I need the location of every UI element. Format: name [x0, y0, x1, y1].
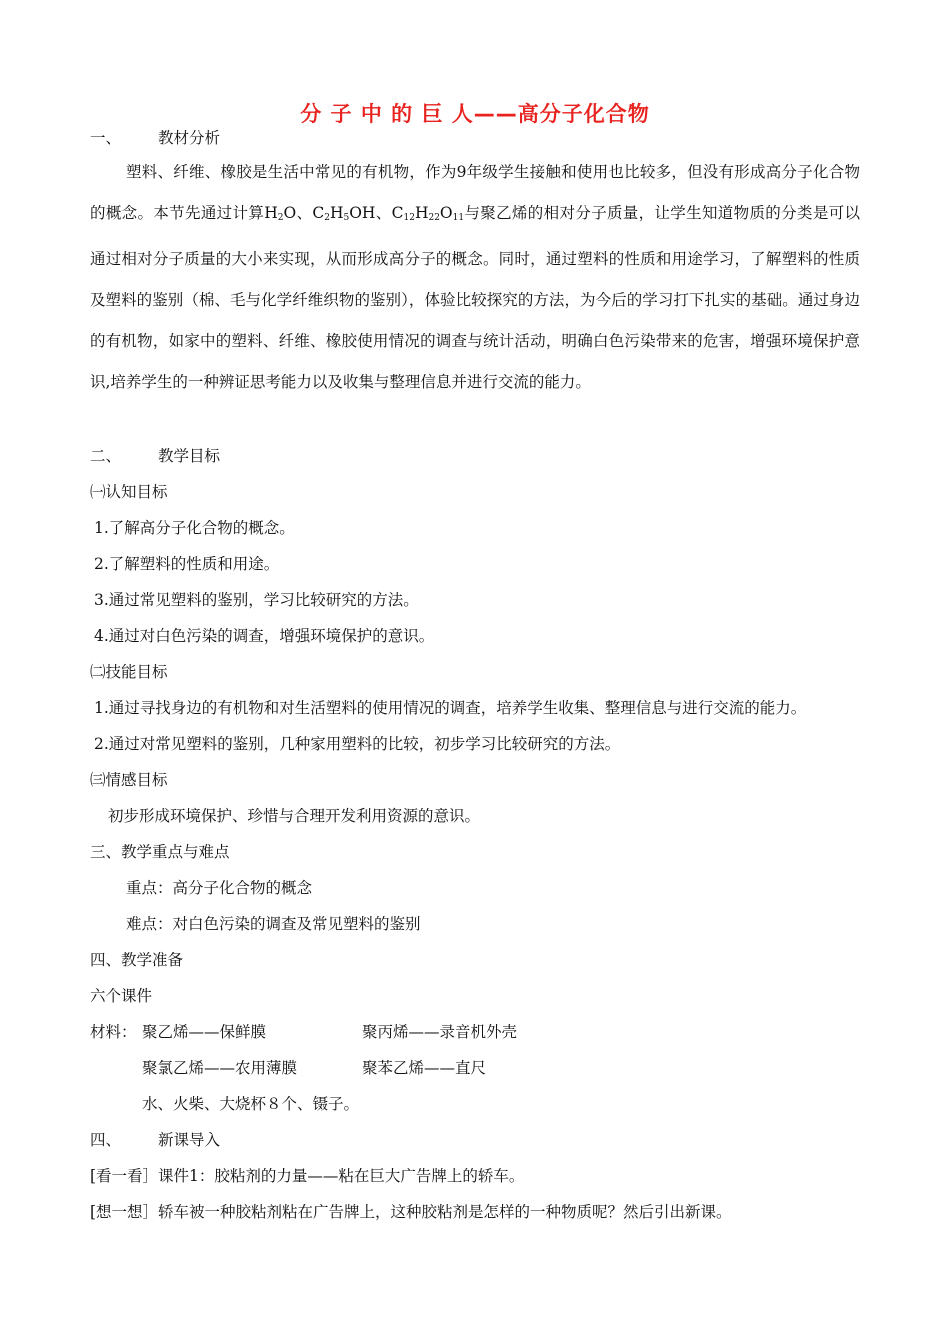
- goal-1-heading: ㈠认知目标: [90, 483, 168, 501]
- goal-2-item: 1.通过寻找身边的有机物和对生活塑料的使用情况的调查，培养学生收集、整理信息与进行交流的能力。: [94, 699, 807, 717]
- section-1-heading: [90, 128, 220, 148]
- difficult-point: 难点：对白色污染的调查及常见塑料的鉴别: [126, 915, 421, 933]
- key-point: 重点：高分子化合物的概念: [126, 879, 313, 897]
- section-title: 新课导入: [158, 1131, 221, 1149]
- goal-2-item: 2.通过对常见塑料的鉴别，几种家用塑料的比较，初步学习比较研究的方法。: [94, 735, 621, 753]
- section-5-heading: [90, 1130, 220, 1150]
- analysis-text-1: 塑料、纤维、橡胶是生活中常见的有机物，作为9年级学生接触和使用也比较多，但没有形成高分子化合物的概念。本节先通过计算: [90, 163, 860, 222]
- materials-label: 材料：: [90, 1023, 137, 1041]
- look-activity: [看一看］课件1：胶粘剂的力量——粘在巨大广告牌上的轿车。: [90, 1167, 525, 1185]
- section-2-heading: [90, 446, 220, 466]
- material-item: 聚丙烯——录音机外壳: [362, 1023, 518, 1041]
- goal-1-item: 3.通过常见塑料的鉴别，学习比较研究的方法。: [94, 591, 419, 609]
- goal-1-item: 2.了解塑料的性质和用途。: [94, 555, 280, 573]
- formula-h2o: $H_2O$、$C_2H_5OH$、$C_{12}H_{22}O_{11}$: [264, 204, 465, 223]
- goal-3-text: 初步形成环境保护、珍惜与合理开发利用资源的意识。: [108, 807, 481, 825]
- material-item: 水、火柴、大烧杯８个、镊子。: [142, 1095, 360, 1113]
- material-item: 聚苯乙烯——直尺: [362, 1059, 487, 1077]
- material-item: 聚乙烯——保鲜膜: [142, 1023, 267, 1041]
- goal-1-item: 1.了解高分子化合物的概念。: [94, 519, 295, 537]
- section-3-heading: 三、教学重点与难点: [90, 843, 230, 861]
- material-item: 聚氯乙烯——农用薄膜: [142, 1059, 298, 1077]
- think-activity: [想一想］轿车被一种胶粘剂粘在广告牌上，这种胶粘剂是怎样的一种物质呢？然后引出新课。: [90, 1203, 732, 1221]
- section-number: 二、: [90, 447, 122, 465]
- goal-2-heading: ㈡技能目标: [90, 663, 168, 681]
- courseware-note: 六个课件: [90, 987, 153, 1005]
- analysis-text-2: 与聚乙烯的相对分子质量，让学生知道物质的分类是可以通过相对分子质量的大小来实现，从而形成高分子的概念。同时，通过塑料的性质和用途学习，了解塑料的性质及塑料的鉴别（棉、毛与化学纤维织物的鉴别），体验比较探究的方法，为今后的学习打下扎实的基础。通过身边的有机物，如家中的塑料、纤维、橡胶使用情况的调查与统计活动，明确白色污染带来的危害，增强环境保护意识,培养学生的一种辨证思考能力以及收集与整理信息并进行交流的能力。: [90, 204, 860, 391]
- analysis-paragraph: [90, 152, 860, 403]
- section-title: 教学目标: [158, 447, 221, 465]
- section-4-heading: 四、教学准备: [90, 951, 184, 969]
- section-number: 四、: [90, 1131, 122, 1149]
- section-number: 一、: [90, 129, 122, 147]
- section-title: 教材分析: [158, 129, 221, 147]
- goal-3-heading: ㈢情感目标: [90, 771, 168, 789]
- document-title: 分 子 中 的 巨 人——高分子化合物: [300, 102, 650, 126]
- goal-1-item: 4.通过对白色污染的调查，增强环境保护的意识。: [94, 627, 435, 645]
